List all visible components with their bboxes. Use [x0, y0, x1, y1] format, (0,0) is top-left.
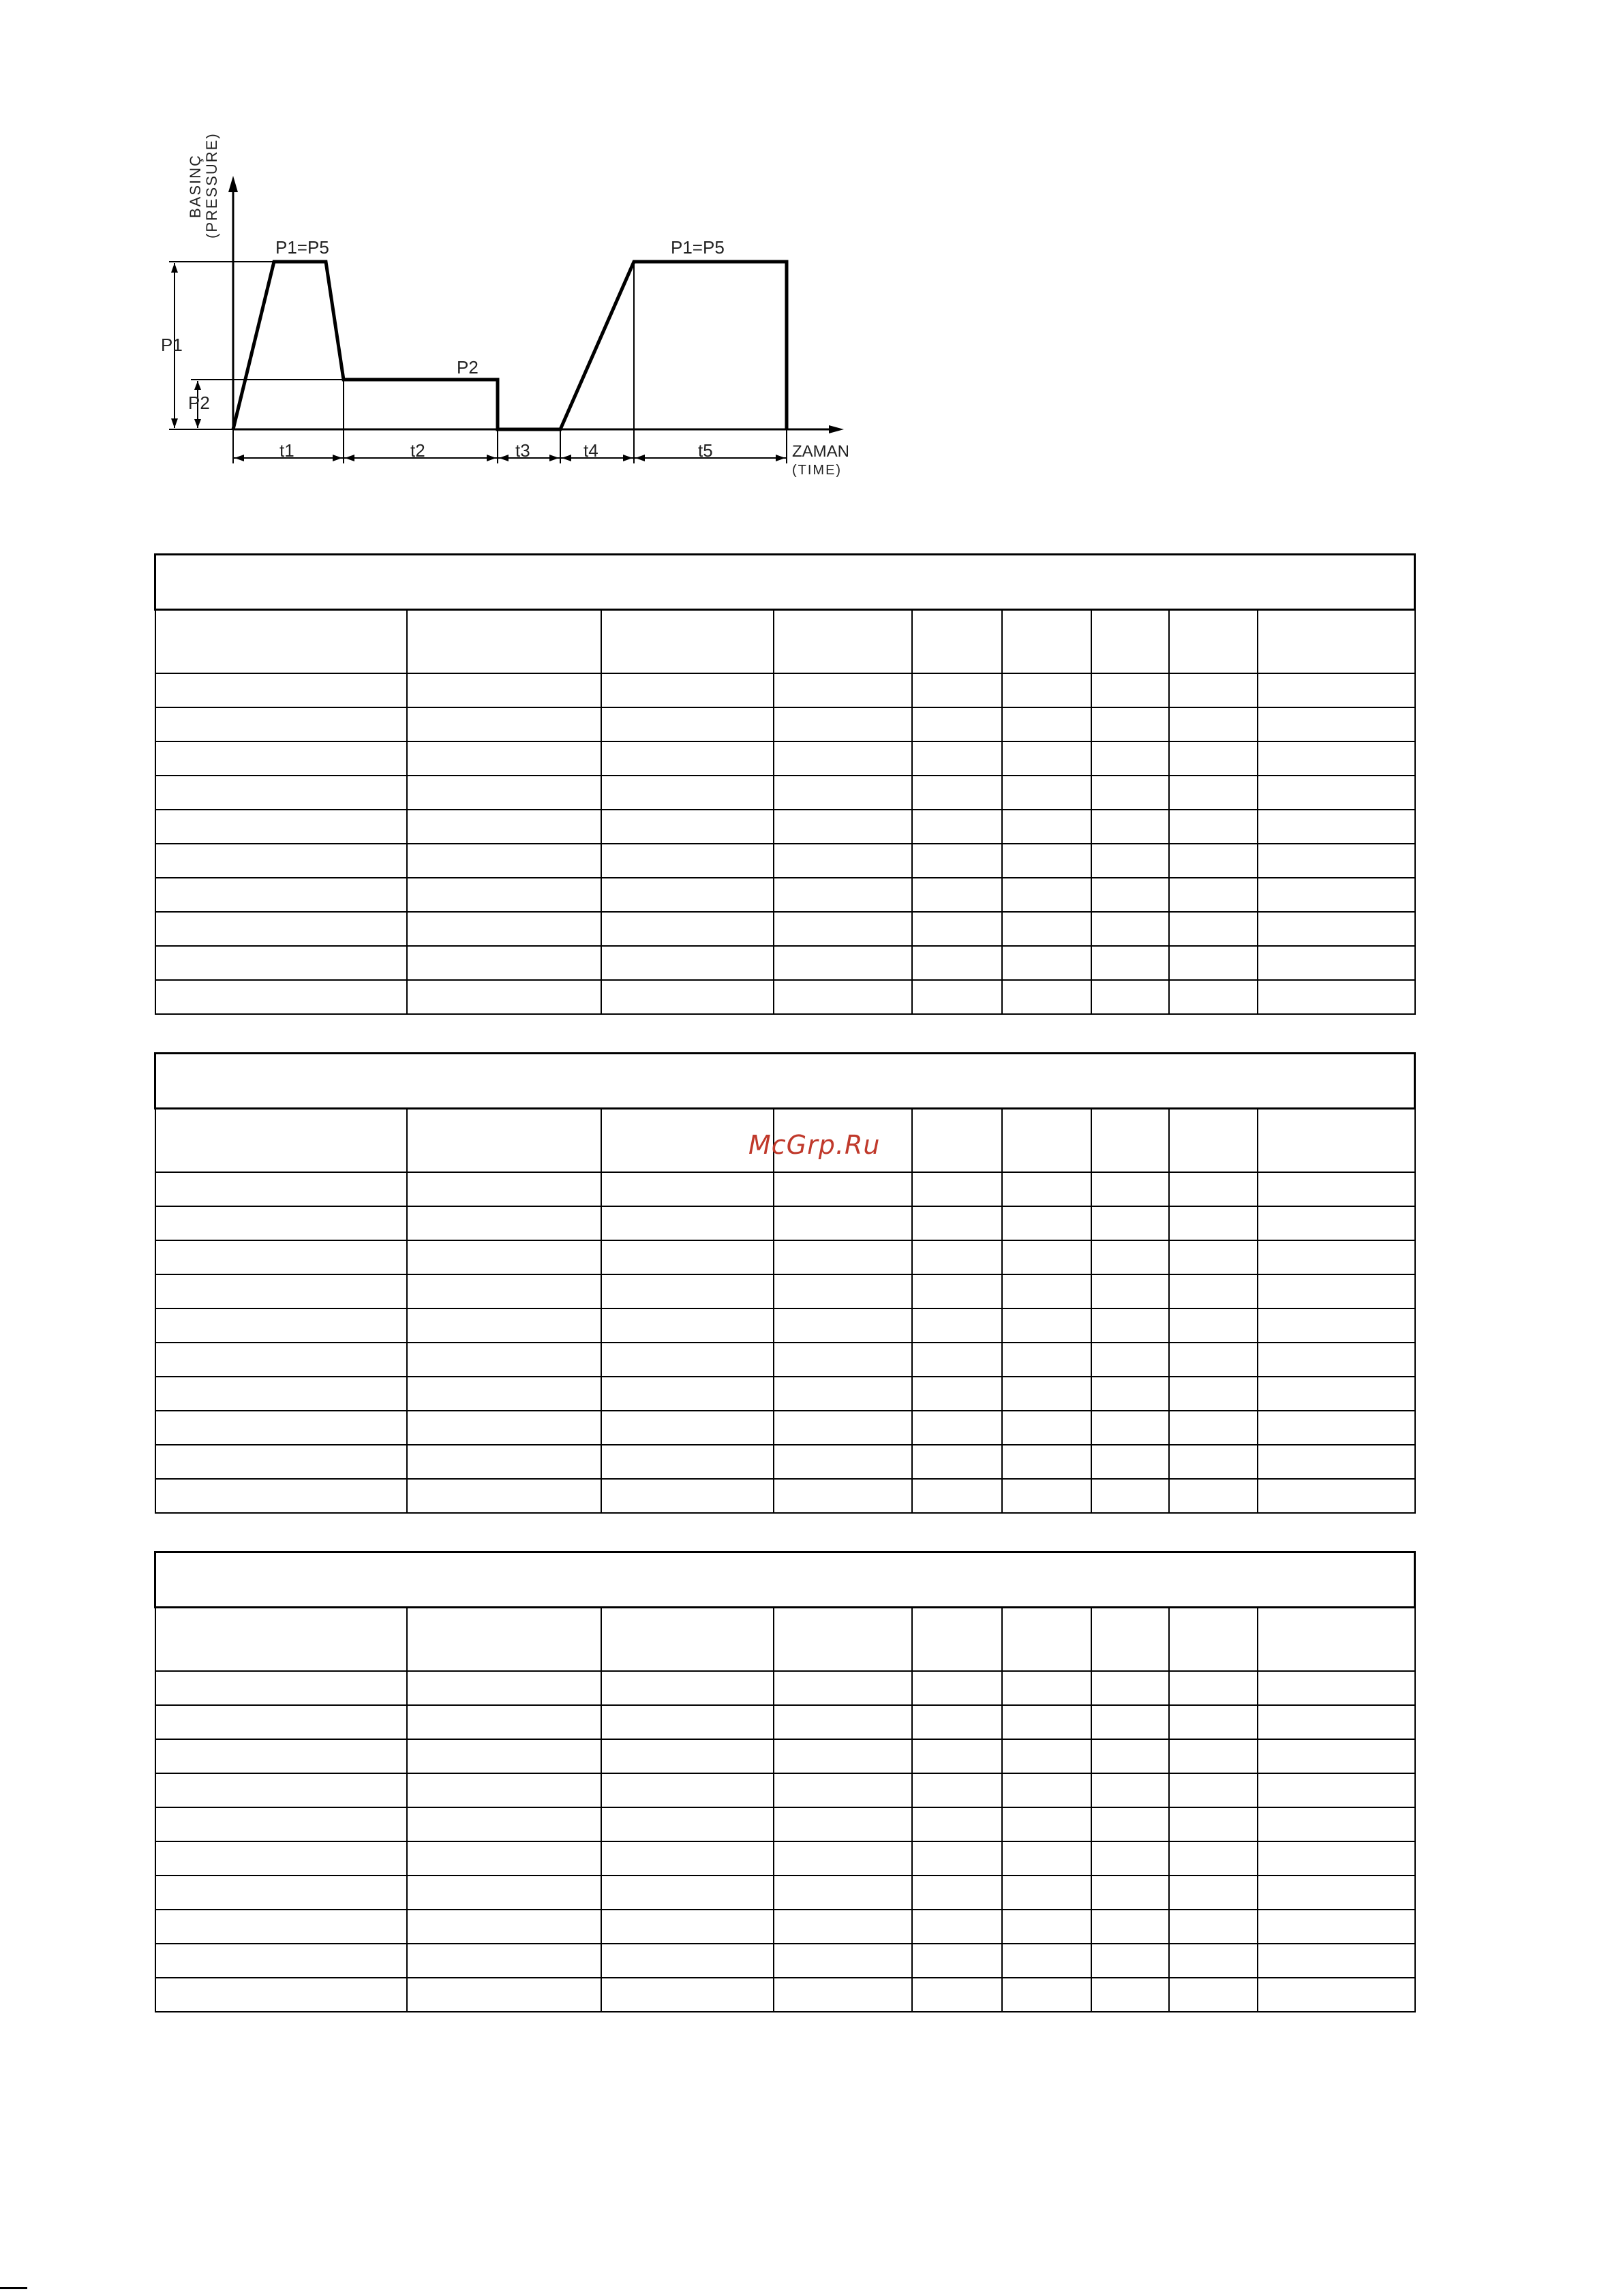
y-axis-label-en: (PRESSURE) — [203, 132, 220, 239]
table-title — [155, 1552, 1415, 1608]
y-axis-arrow — [228, 176, 238, 192]
t2-arrow-start — [345, 455, 354, 461]
t2-arrow-end — [487, 455, 496, 461]
p1-dim-arrow-bottom — [171, 418, 178, 428]
t4-arrow-end — [623, 455, 633, 461]
settings-table-3 — [154, 1551, 1416, 2012]
p1-dimension-label: P1 — [161, 335, 183, 355]
pressure-profile — [233, 262, 787, 429]
y-axis-label: BASINÇ — [187, 154, 204, 218]
t5-arrow-end — [776, 455, 785, 461]
p1-dim-arrow-top — [171, 263, 178, 273]
segment-label-t5: t5 — [698, 440, 713, 461]
t4-arrow-start — [562, 455, 571, 461]
pressure-time-diagram — [0, 0, 886, 491]
t1-arrow-end — [333, 455, 342, 461]
page-edge-mark — [0, 2287, 27, 2293]
t1-arrow-start — [234, 455, 244, 461]
settings-table-2 — [154, 1052, 1416, 1514]
table-title — [155, 555, 1415, 610]
segment-label-t4: t4 — [583, 440, 598, 461]
peak-label-right: P1=P5 — [671, 237, 725, 258]
x-axis-arrow — [829, 425, 844, 433]
t3-arrow-end — [549, 455, 559, 461]
p2-dimension-label: P2 — [188, 393, 210, 413]
watermark: McGrp.Ru — [748, 1130, 881, 1160]
x-axis-label-en: (TIME) — [792, 463, 843, 478]
segment-label-t1: t1 — [279, 440, 294, 461]
t3-arrow-start — [499, 455, 509, 461]
segment-label-t2: t2 — [410, 440, 425, 461]
p2-dim-arrow-bottom — [194, 419, 201, 428]
peak-label-left: P1=P5 — [275, 237, 329, 258]
t5-arrow-start — [635, 455, 645, 461]
segment-label-t3: t3 — [515, 440, 530, 461]
hold-label: P2 — [457, 357, 479, 378]
x-axis-label: ZAMAN — [792, 442, 849, 461]
settings-table-1 — [154, 553, 1416, 1015]
table-title — [155, 1054, 1415, 1109]
p2-dim-arrow-top — [194, 381, 201, 390]
